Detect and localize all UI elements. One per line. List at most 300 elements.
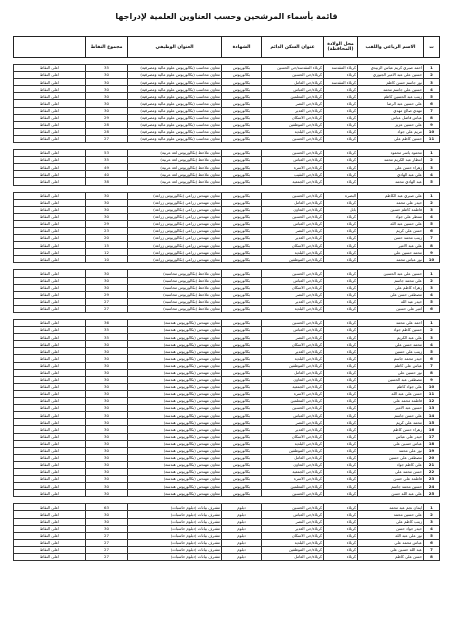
job-title-cell: معاون ملاحظ (بكالوريوس محاسبة) bbox=[128, 305, 222, 312]
certificate-cell: بكالوريوس bbox=[222, 171, 262, 178]
birthplace-cell: كربلاء bbox=[324, 171, 358, 178]
note-cell: اعلى النقاط bbox=[14, 150, 86, 157]
table-row bbox=[14, 412, 440, 419]
row-number-cell: 4 bbox=[424, 86, 440, 93]
job-title-cell: معاون مهندس زراعي (بكالوريوس زراعة) bbox=[128, 256, 222, 263]
address-cell: كربلاء/حي المعلمين bbox=[262, 483, 324, 490]
note-cell: اعلى النقاط bbox=[14, 249, 86, 256]
job-title-cell: معاون مهندس (بكالوريوس هندسة) bbox=[128, 426, 222, 433]
job-title-cell: معاون ملاحظ (بكالوريوس محاسبة) bbox=[128, 291, 222, 298]
row-number-cell: 4 bbox=[424, 525, 440, 532]
points-cell: 30 bbox=[86, 284, 128, 291]
points-cell: 30 bbox=[86, 412, 128, 419]
certificate-cell: بكالوريوس bbox=[222, 79, 262, 86]
address-cell: كربلاء/حي الموظفين bbox=[262, 121, 324, 128]
row-number-cell: 22 bbox=[424, 468, 440, 475]
birthplace-cell: كربلاء bbox=[324, 440, 358, 447]
points-cell: 49 bbox=[86, 164, 128, 171]
table-row bbox=[14, 284, 440, 291]
row-number-cell: 19 bbox=[424, 447, 440, 454]
job-title-cell: معاون محاسب (بكالوريوس علوم مالية ومصرفية) bbox=[128, 128, 222, 135]
address-cell: كربلاء/حي الحسين bbox=[262, 213, 324, 220]
points-cell: 30 bbox=[86, 348, 128, 355]
note-cell: اعلى النقاط bbox=[14, 235, 86, 242]
candidate-name-cell: علي عبد الامير bbox=[358, 242, 424, 249]
address-cell: كربلاء/حي التعاون bbox=[262, 376, 324, 383]
document-title: قائمة بأسماء المرشحين وحسب العناوين العلمية لإدراجها bbox=[115, 12, 338, 21]
candidate-name-cell: زهراء كاظم علي bbox=[358, 284, 424, 291]
certificate-cell: بكالوريوس bbox=[222, 355, 262, 362]
table-row bbox=[14, 405, 440, 412]
col-header-number: ت bbox=[424, 37, 440, 58]
address-cell: كربلاء/حي الغدير bbox=[262, 348, 324, 355]
points-cell: 30 bbox=[86, 390, 128, 397]
certificate-cell: بكالوريوس bbox=[222, 476, 262, 483]
candidates-table-section-5 bbox=[13, 319, 440, 497]
birthplace-cell: كربلاء bbox=[324, 341, 358, 348]
table-row bbox=[14, 383, 440, 390]
candidate-name-cell: علي عبد الله حسن bbox=[358, 490, 424, 497]
address-cell: كربلاء/حي العامل bbox=[262, 199, 324, 206]
candidate-name-cell: عبد الله حسين علي bbox=[358, 546, 424, 553]
points-cell: 30 bbox=[86, 199, 128, 206]
table-row bbox=[14, 504, 440, 511]
table-row bbox=[14, 79, 440, 86]
note-cell: اعلى النقاط bbox=[14, 419, 86, 426]
candidate-name-cell: حيدر علي عباس bbox=[358, 433, 424, 440]
job-title-cell: معاون محاسب (بكالوريوس علوم مالية ومصرفية) bbox=[128, 135, 222, 142]
job-title-cell: معاون ملاحظ (بكالوريوس لغة عربية) bbox=[128, 150, 222, 157]
birthplace-cell: كربلاء bbox=[324, 461, 358, 468]
address-cell: كربلاء/حي المعلمين bbox=[262, 93, 324, 100]
certificate-cell: دبلوم bbox=[222, 554, 262, 561]
row-number-cell: 3 bbox=[424, 518, 440, 525]
points-cell: 27 bbox=[86, 532, 128, 539]
job-title-cell: معاون مهندس (بكالوريوس هندسة) bbox=[128, 369, 222, 376]
certificate-cell: بكالوريوس bbox=[222, 405, 262, 412]
candidate-name-cell: علي حسين محمد bbox=[358, 511, 424, 518]
table-row bbox=[14, 390, 440, 397]
certificate-cell: بكالوريوس bbox=[222, 227, 262, 234]
table-row bbox=[14, 128, 440, 135]
certificate-cell: دبلوم bbox=[222, 532, 262, 539]
certificate-cell: بكالوريوس bbox=[222, 128, 262, 135]
note-cell: اعلى النقاط bbox=[14, 277, 86, 284]
address-cell: كربلاء/حي التعاون bbox=[262, 206, 324, 213]
table-row bbox=[14, 100, 440, 107]
candidate-name-cell: انتظار عبد الكريم محمد bbox=[358, 157, 424, 164]
certificate-cell: بكالوريوس bbox=[222, 305, 262, 312]
table-row bbox=[14, 157, 440, 164]
note-cell: اعلى النقاط bbox=[14, 461, 86, 468]
address-cell: كربلاء/حي الاسرة bbox=[262, 476, 324, 483]
certificate-cell: بكالوريوس bbox=[222, 412, 262, 419]
candidate-name-cell: حسين عبد الامير bbox=[358, 405, 424, 412]
certificate-cell: دبلوم bbox=[222, 539, 262, 546]
birthplace-cell: كربلاء bbox=[324, 362, 358, 369]
job-title-cell: معاون مهندس (بكالوريوس هندسة) bbox=[128, 383, 222, 390]
table-row bbox=[14, 468, 440, 475]
certificate-cell: بكالوريوس bbox=[222, 291, 262, 298]
job-title-cell: معاون محاسب (بكالوريوس علوم مالية ومصرفية) bbox=[128, 107, 222, 114]
row-number-cell: 25 bbox=[424, 490, 440, 497]
birthplace-cell: كربلاء bbox=[324, 150, 358, 157]
job-title-cell: معاون مهندس (بكالوريوس هندسة) bbox=[128, 320, 222, 327]
table-row bbox=[14, 476, 440, 483]
table-row bbox=[14, 249, 440, 256]
birthplace-cell: كربلاء bbox=[324, 235, 358, 242]
points-cell: 30 bbox=[86, 376, 128, 383]
birthplace-cell: كربلاء bbox=[324, 249, 358, 256]
note-cell: اعلى النقاط bbox=[14, 242, 86, 249]
address-cell: كربلاء/حي الحسين bbox=[262, 192, 324, 199]
row-number-cell: 2 bbox=[424, 327, 440, 334]
candidate-name-cell: زهراء حسن كاظم bbox=[358, 426, 424, 433]
row-number-cell: 15 bbox=[424, 419, 440, 426]
address-cell: كربلاء/حي الموظفين bbox=[262, 256, 324, 263]
candidate-name-cell: نور عباس محمد bbox=[358, 256, 424, 263]
note-cell: اعلى النقاط bbox=[14, 546, 86, 553]
certificate-cell: بكالوريوس bbox=[222, 100, 262, 107]
address-cell: كربلاء/حي الاسكان bbox=[262, 242, 324, 249]
row-number-cell: 9 bbox=[424, 121, 440, 128]
address-cell: كربلاء/حي الحسين bbox=[262, 405, 324, 412]
candidate-name-cell: علي صبري عبد الكاظم bbox=[358, 192, 424, 199]
address-cell: كربلاء/حي النصر bbox=[262, 518, 324, 525]
row-number-cell: 4 bbox=[424, 291, 440, 298]
job-title-cell: مشرف بيانات (دبلوم حاسبات) bbox=[128, 518, 222, 525]
points-cell: 30 bbox=[86, 213, 128, 220]
row-number-cell: 6 bbox=[424, 100, 440, 107]
row-number-cell: 8 bbox=[424, 114, 440, 121]
job-title-cell: معاون مهندس (بكالوريوس هندسة) bbox=[128, 390, 222, 397]
certificate-cell: بكالوريوس bbox=[222, 72, 262, 79]
job-title-cell: معاون ملاحظ (بكالوريوس محاسبة) bbox=[128, 270, 222, 277]
address-cell: كربلاء/حي الاسكان bbox=[262, 532, 324, 539]
address-cell: كربلاء/حي الاسكان bbox=[262, 433, 324, 440]
candidates-table-section-4 bbox=[13, 269, 440, 313]
row-number-cell: 5 bbox=[424, 298, 440, 305]
address-cell: كربلاء/حي النصر bbox=[262, 291, 324, 298]
points-cell: 30 bbox=[86, 192, 128, 199]
address-cell: كربلاء/حي الحسين bbox=[262, 504, 324, 511]
table-row bbox=[14, 121, 440, 128]
points-cell: 30 bbox=[86, 93, 128, 100]
points-cell: 29 bbox=[86, 114, 128, 121]
birthplace-cell: كربلاء bbox=[324, 348, 358, 355]
note-cell: اعلى النقاط bbox=[14, 362, 86, 369]
note-cell: اعلى النقاط bbox=[14, 433, 86, 440]
job-title-cell: مشرف بيانات (دبلوم حاسبات) bbox=[128, 546, 222, 553]
points-cell: 15 bbox=[86, 242, 128, 249]
col-header-points: مجموع النقاط bbox=[86, 37, 128, 58]
certificate-cell: بكالوريوس bbox=[222, 369, 262, 376]
candidate-name-cell: عباس محمد علي bbox=[358, 539, 424, 546]
birthplace-cell: كربلاء bbox=[324, 242, 358, 249]
address-cell: كربلاء/حي النصر bbox=[262, 334, 324, 341]
candidate-name-cell: مصطفى علي حسين bbox=[358, 454, 424, 461]
address-cell: كربلاء/حي العامل bbox=[262, 369, 324, 376]
candidate-name-cell: مصطفى عبد الحسين bbox=[358, 376, 424, 383]
points-cell: 30 bbox=[86, 86, 128, 93]
note-cell: اعلى النقاط bbox=[14, 164, 86, 171]
row-number-cell: 24 bbox=[424, 483, 440, 490]
table-row bbox=[14, 348, 440, 355]
row-number-cell: 3 bbox=[424, 284, 440, 291]
points-cell: 30 bbox=[86, 383, 128, 390]
note-cell: اعلى النقاط bbox=[14, 206, 86, 213]
birthplace-cell: كربلاء bbox=[324, 178, 358, 185]
candidate-name-cell: زينب علي حسين bbox=[358, 348, 424, 355]
address-cell: كربلاء/حي الموظفين bbox=[262, 546, 324, 553]
job-title-cell: معاون مهندس (بكالوريوس هندسة) bbox=[128, 440, 222, 447]
note-cell: اعلى النقاط bbox=[14, 525, 86, 532]
note-cell: اعلى النقاط bbox=[14, 490, 86, 497]
note-cell: اعلى النقاط bbox=[14, 468, 86, 475]
note-cell: اعلى النقاط bbox=[14, 86, 86, 93]
table-row bbox=[14, 355, 440, 362]
certificate-cell: بكالوريوس bbox=[222, 461, 262, 468]
points-cell: 30 bbox=[86, 483, 128, 490]
points-cell: 30 bbox=[86, 355, 128, 362]
address-cell: كربلاء/حي الحسين bbox=[262, 320, 324, 327]
address-cell: كربلاء/حي البلدية bbox=[262, 249, 324, 256]
row-number-cell: 1 bbox=[424, 150, 440, 157]
note-cell: اعلى النقاط bbox=[14, 483, 86, 490]
table-row bbox=[14, 419, 440, 426]
candidate-name-cell: حسن علي عبد الله bbox=[358, 390, 424, 397]
address-cell: كربلاء/حي العامل bbox=[262, 554, 324, 561]
table-row bbox=[14, 546, 440, 553]
row-number-cell: 18 bbox=[424, 440, 440, 447]
table-row bbox=[14, 511, 440, 518]
certificate-cell: بكالوريوس bbox=[222, 220, 262, 227]
candidate-name-cell: حسين محمد جاسم bbox=[358, 483, 424, 490]
table-row bbox=[14, 376, 440, 383]
job-title-cell: معاون مهندس (بكالوريوس هندسة) bbox=[128, 398, 222, 405]
job-title-cell: مشرف بيانات (دبلوم حاسبات) bbox=[128, 511, 222, 518]
job-title-cell: معاون مهندس (بكالوريوس هندسة) bbox=[128, 327, 222, 334]
birthplace-cell: كربلاء bbox=[324, 355, 358, 362]
job-title-cell: معاون محاسب (بكالوريوس علوم مالية ومصرفية) bbox=[128, 65, 222, 72]
points-cell: 29 bbox=[86, 220, 128, 227]
points-cell: 27 bbox=[86, 135, 128, 142]
certificate-cell: بكالوريوس bbox=[222, 249, 262, 256]
row-number-cell: 16 bbox=[424, 426, 440, 433]
points-cell: 27 bbox=[86, 298, 128, 305]
table-row bbox=[14, 454, 440, 461]
certificate-cell: بكالوريوس bbox=[222, 121, 262, 128]
certificate-cell: بكالوريوس bbox=[222, 206, 262, 213]
birthplace-cell: كربلاء bbox=[324, 86, 358, 93]
table-row bbox=[14, 532, 440, 539]
row-number-cell: 3 bbox=[424, 334, 440, 341]
address-cell: كربلاء/حي الاسكان bbox=[262, 284, 324, 291]
candidate-name-cell: حسن محمد علي bbox=[358, 468, 424, 475]
address-cell: كربلاء/حي الغدير bbox=[262, 107, 324, 114]
points-cell: 27 bbox=[86, 539, 128, 546]
candidate-name-cell: حسن علي كاظم bbox=[358, 554, 424, 561]
table-row bbox=[14, 242, 440, 249]
table-row bbox=[14, 235, 440, 242]
points-cell: 27 bbox=[86, 305, 128, 312]
candidate-name-cell: علي عبد الكريم bbox=[358, 334, 424, 341]
note-cell: اعلى النقاط bbox=[14, 539, 86, 546]
points-cell: 12 bbox=[86, 249, 128, 256]
table-row bbox=[14, 398, 440, 405]
certificate-cell: بكالوريوس bbox=[222, 348, 262, 355]
address-cell: كربلاء/حي العباس bbox=[262, 412, 324, 419]
candidate-name-cell: علي حسن جاسم bbox=[358, 412, 424, 419]
candidate-name-cell: زهراء حسن علي bbox=[358, 164, 424, 171]
table-row bbox=[14, 334, 440, 341]
row-number-cell: 5 bbox=[424, 93, 440, 100]
row-number-cell: 9 bbox=[424, 249, 440, 256]
header-row bbox=[14, 37, 440, 58]
job-title-cell: معاون مهندس (بكالوريوس هندسة) bbox=[128, 447, 222, 454]
candidate-name-cell: فاطمة كاظم حسين bbox=[358, 206, 424, 213]
birthplace-cell: كربلاء bbox=[324, 157, 358, 164]
row-number-cell: 6 bbox=[424, 227, 440, 234]
address-cell: كربلاء/حي البلدية bbox=[262, 539, 324, 546]
job-title-cell: مشرف بيانات (دبلوم حاسبات) bbox=[128, 539, 222, 546]
candidate-name-cell: علي جواد كاظم bbox=[358, 383, 424, 390]
birthplace-cell: كربلاء bbox=[324, 532, 358, 539]
job-title-cell: معاون محاسب (بكالوريوس علوم مالية ومصرفية) bbox=[128, 86, 222, 93]
candidate-name-cell: محمد حسين علي bbox=[358, 249, 424, 256]
note-cell: اعلى النقاط bbox=[14, 398, 86, 405]
note-cell: اعلى النقاط bbox=[14, 376, 86, 383]
address-cell: كربلاء/حي البلدية bbox=[262, 355, 324, 362]
address-cell: كربلاء/حي الموظفين bbox=[262, 362, 324, 369]
points-cell: 30 bbox=[86, 518, 128, 525]
points-cell: 30 bbox=[86, 362, 128, 369]
points-cell: 36 bbox=[86, 320, 128, 327]
address-cell: كربلاء/حي الاسكان bbox=[262, 114, 324, 121]
candidate-name-cell: حيدر محمد جاسم bbox=[358, 355, 424, 362]
candidate-name-cell: علي عبد الهادي bbox=[358, 171, 424, 178]
note-cell: اعلى النقاط bbox=[14, 100, 86, 107]
table-row bbox=[14, 433, 440, 440]
job-title-cell: معاون محاسب (بكالوريوس علوم مالية ومصرفية) bbox=[128, 121, 222, 128]
candidate-name-cell: عباس علي كاظم bbox=[358, 362, 424, 369]
certificate-cell: بكالوريوس bbox=[222, 93, 262, 100]
row-number-cell: 5 bbox=[424, 178, 440, 185]
note-cell: اعلى النقاط bbox=[14, 447, 86, 454]
candidates-table-section-1 bbox=[13, 64, 440, 143]
row-number-cell: 1 bbox=[424, 192, 440, 199]
certificate-cell: بكالوريوس bbox=[222, 178, 262, 185]
certificate-cell: بكالوريوس bbox=[222, 256, 262, 263]
note-cell: اعلى النقاط bbox=[14, 426, 86, 433]
table-row bbox=[14, 213, 440, 220]
note-cell: اعلى النقاط bbox=[14, 199, 86, 206]
address-cell: كربلاء/حي النصر bbox=[262, 227, 324, 234]
note-cell: اعلى النقاط bbox=[14, 348, 86, 355]
note-cell: اعلى النقاط bbox=[14, 121, 86, 128]
note-cell: اعلى النقاط bbox=[14, 256, 86, 263]
note-cell: اعلى النقاط bbox=[14, 532, 86, 539]
address-cell: كربلاء/حي الغدير bbox=[262, 426, 324, 433]
job-title-cell: مشرف بيانات (دبلوم حاسبات) bbox=[128, 532, 222, 539]
certificate-cell: دبلوم bbox=[222, 546, 262, 553]
row-number-cell: 5 bbox=[424, 348, 440, 355]
candidate-name-cell: مريم علي جواد bbox=[358, 128, 424, 135]
candidate-name-cell: زينب محمد حسن bbox=[358, 235, 424, 242]
certificate-cell: بكالوريوس bbox=[222, 468, 262, 475]
certificate-cell: بكالوريوس bbox=[222, 284, 262, 291]
col-header-name: الاسم الرباعي واللقب bbox=[358, 37, 424, 58]
points-cell: 30 bbox=[86, 341, 128, 348]
table-row bbox=[14, 426, 440, 433]
points-cell: 23 bbox=[86, 227, 128, 234]
birthplace-cell: كربلاء bbox=[324, 454, 358, 461]
table-row bbox=[14, 150, 440, 157]
table-row bbox=[14, 291, 440, 298]
address-cell: كربلاء/حي الغدير bbox=[262, 525, 324, 532]
certificate-cell: بكالوريوس bbox=[222, 199, 262, 206]
row-number-cell: 10 bbox=[424, 128, 440, 135]
address-cell: كربلاء/حي الحسين bbox=[262, 490, 324, 497]
certificate-cell: بكالوريوس bbox=[222, 334, 262, 341]
job-title-cell: معاون مهندس (بكالوريوس هندسة) bbox=[128, 362, 222, 369]
certificate-cell: دبلوم bbox=[222, 518, 262, 525]
certificate-cell: بكالوريوس bbox=[222, 270, 262, 277]
job-title-cell: معاون مهندس (بكالوريوس هندسة) bbox=[128, 433, 222, 440]
candidate-name-cell: ايمان نجم عبد محمد bbox=[358, 504, 424, 511]
address-cell: كربلاء/حي الاسكان bbox=[262, 341, 324, 348]
table-row bbox=[14, 164, 440, 171]
points-cell: 40 bbox=[86, 171, 128, 178]
row-number-cell: 8 bbox=[424, 242, 440, 249]
job-title-cell: معاون مهندس (بكالوريوس هندسة) bbox=[128, 405, 222, 412]
points-cell: 63 bbox=[86, 504, 128, 511]
note-cell: اعلى النقاط bbox=[14, 554, 86, 561]
note-cell: اعلى النقاط bbox=[14, 454, 86, 461]
col-header-note bbox=[14, 37, 86, 58]
note-cell: اعلى النقاط bbox=[14, 291, 86, 298]
row-number-cell: 12 bbox=[424, 398, 440, 405]
candidate-name-cell: علي كاظم جواد bbox=[358, 461, 424, 468]
job-title-cell: معاون مهندس زراعي (بكالوريوس زراعة) bbox=[128, 213, 222, 220]
candidate-name-cell: حسين علي جاسم محمد bbox=[358, 86, 424, 93]
address-cell: كربلاء/حي الجمعية bbox=[262, 178, 324, 185]
candidate-name-cell: علي حسين عزيز bbox=[358, 121, 424, 128]
candidate-name-cell: محمود ياسر محمود bbox=[358, 150, 424, 157]
candidate-name-cell: نور جاسم حسن كاظم bbox=[358, 79, 424, 86]
birthplace-cell: كربلاء bbox=[324, 128, 358, 135]
row-number-cell: 7 bbox=[424, 362, 440, 369]
table-row bbox=[14, 554, 440, 561]
address-cell: كربلاء/حي العباس bbox=[262, 220, 324, 227]
certificate-cell: بكالوريوس bbox=[222, 213, 262, 220]
birthplace-cell: كربلاء bbox=[324, 412, 358, 419]
birthplace-cell: كربلاء المقدسة bbox=[324, 65, 358, 72]
job-title-cell: مشرف بيانات (دبلوم حاسبات) bbox=[128, 504, 222, 511]
table-row bbox=[14, 518, 440, 525]
birthplace-cell: كربلاء bbox=[324, 554, 358, 561]
points-cell: 28 bbox=[86, 128, 128, 135]
note-cell: اعلى النقاط bbox=[14, 355, 86, 362]
row-number-cell: 10 bbox=[424, 383, 440, 390]
birthplace-cell: كربلاء bbox=[324, 72, 358, 79]
column-header-table bbox=[13, 36, 440, 58]
points-cell: 35 bbox=[86, 334, 128, 341]
job-title-cell: معاون مهندس (بكالوريوس هندسة) bbox=[128, 341, 222, 348]
note-cell: اعلى النقاط bbox=[14, 504, 86, 511]
row-number-cell: 6 bbox=[424, 539, 440, 546]
col-header-address: عنوان السكن الدائم bbox=[262, 37, 324, 58]
